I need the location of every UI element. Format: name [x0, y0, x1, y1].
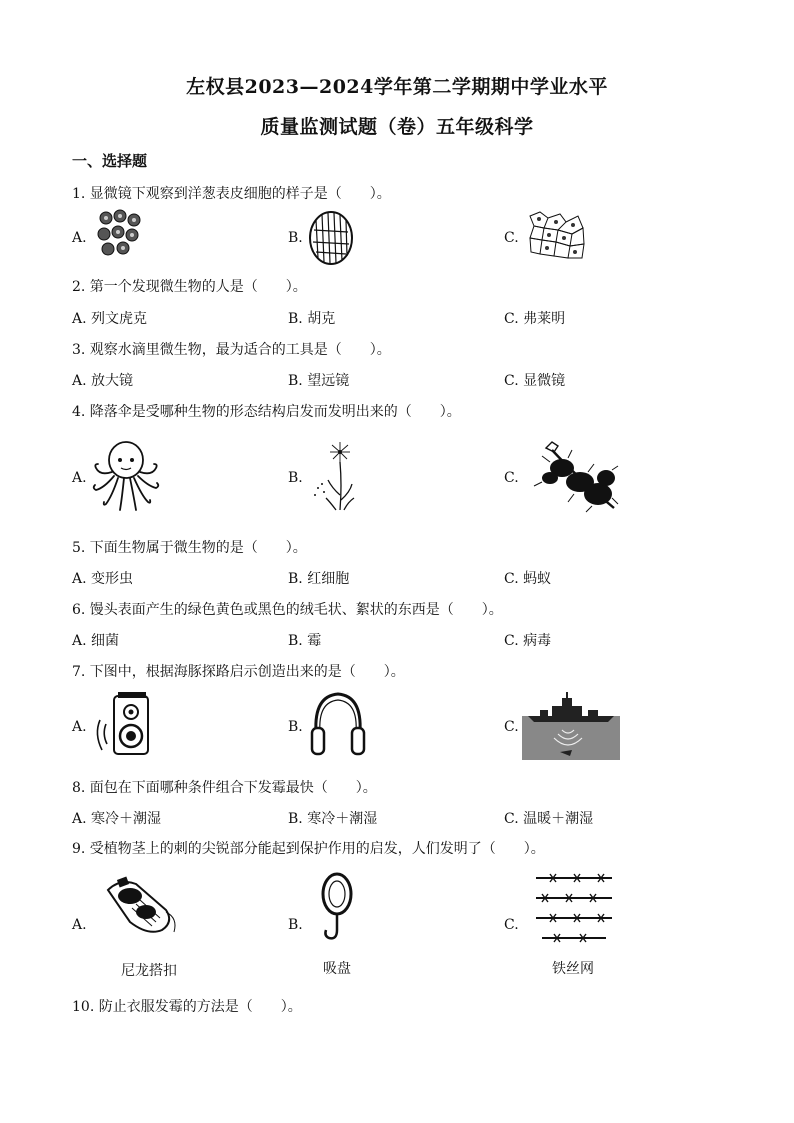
- q4-option-a[interactable]: A.: [72, 470, 87, 486]
- q6-option-c[interactable]: C. 病毒: [504, 633, 552, 649]
- round-cells-icon: [96, 208, 146, 258]
- irregular-cells-icon: [526, 208, 586, 264]
- title-line-2: 质量监测试题（卷）五年级科学: [260, 116, 534, 138]
- q5-option-b[interactable]: B. 红细胞: [288, 571, 350, 587]
- q4-option-b[interactable]: B.: [288, 470, 303, 486]
- q7-option-a[interactable]: A.: [72, 719, 87, 735]
- question-6: 6. 馒头表面产生的绿色黄色或黑色的绒毛状、絮状的东西是（ ）。: [72, 602, 503, 618]
- q9-caption-c: 铁丝网: [552, 961, 594, 977]
- q5-option-a[interactable]: A. 变形虫: [72, 571, 134, 587]
- q7-option-c[interactable]: C.: [504, 719, 519, 735]
- q9-option-b[interactable]: B.: [288, 917, 303, 933]
- q3-option-c[interactable]: C. 显微镜: [504, 373, 566, 389]
- q2-option-c[interactable]: C. 弗莱明: [504, 311, 566, 327]
- barbed-wire-icon: [532, 870, 616, 946]
- q9-caption-a: 尼龙搭扣: [121, 963, 177, 979]
- question-3: 3. 观察水滴里微生物，最为适合的工具是（ ）。: [72, 342, 391, 358]
- question-4: 4. 降落伞是受哪种生物的形态结构启发而发明出来的（ ）。: [72, 404, 461, 420]
- question-2: 2. 第一个发现微生物的人是（ ）。: [72, 279, 307, 295]
- octopus-icon: [90, 438, 162, 514]
- q1-option-a[interactable]: A.: [72, 230, 87, 246]
- q9-option-c[interactable]: C.: [504, 917, 519, 933]
- title-line-1: 左权县2023—2024学年第二学期期中学业水平: [186, 76, 608, 98]
- question-1: 1. 显微镜下观察到洋葱表皮细胞的样子是（ ）。: [72, 186, 391, 202]
- q4-option-c[interactable]: C.: [504, 470, 519, 486]
- velcro-icon: [100, 872, 180, 942]
- elongated-cells-icon: [308, 210, 354, 266]
- q9-option-a[interactable]: A.: [72, 917, 87, 933]
- q1-option-b[interactable]: B.: [288, 230, 303, 246]
- q6-option-a[interactable]: A. 细菌: [72, 633, 120, 649]
- question-7: 7. 下图中，根据海豚探路启示创造出来的是（ ）。: [72, 664, 405, 680]
- section-heading: 一、选择题: [72, 152, 148, 170]
- headphones-icon: [308, 688, 368, 760]
- q8-option-c[interactable]: C. 温暖＋潮湿: [504, 811, 594, 827]
- question-5: 5. 下面生物属于微生物的是（ ）。: [72, 540, 307, 556]
- question-9: 9. 受植物茎上的刺的尖锐部分能起到保护作用的启发，人们发明了（ ）。: [72, 841, 545, 857]
- q5-option-c[interactable]: C. 蚂蚁: [504, 571, 552, 587]
- question-10: 10. 防止衣服发霉的方法是（ ）。: [72, 999, 302, 1015]
- q8-option-a[interactable]: A. 寒冷＋潮湿: [72, 811, 162, 827]
- q3-option-b[interactable]: B. 望远镜: [288, 373, 350, 389]
- q7-option-b[interactable]: B.: [288, 719, 303, 735]
- dandelion-icon: [310, 440, 360, 512]
- q1-option-c[interactable]: C.: [504, 230, 519, 246]
- q9-caption-b: 吸盘: [323, 961, 351, 977]
- pine-branch-icon: [528, 438, 620, 514]
- q2-option-b[interactable]: B. 胡克: [288, 311, 336, 327]
- q8-option-b[interactable]: B. 寒冷＋潮湿: [288, 811, 378, 827]
- q3-option-a[interactable]: A. 放大镜: [72, 373, 134, 389]
- suction-cup-icon: [316, 872, 358, 944]
- speaker-icon: [92, 690, 156, 760]
- sonar-ship-icon: [522, 692, 620, 760]
- q2-option-a[interactable]: A. 列文虎克: [72, 311, 148, 327]
- q6-option-b[interactable]: B. 霉: [288, 633, 322, 649]
- question-8: 8. 面包在下面哪种条件组合下发霉最快（ ）。: [72, 780, 377, 796]
